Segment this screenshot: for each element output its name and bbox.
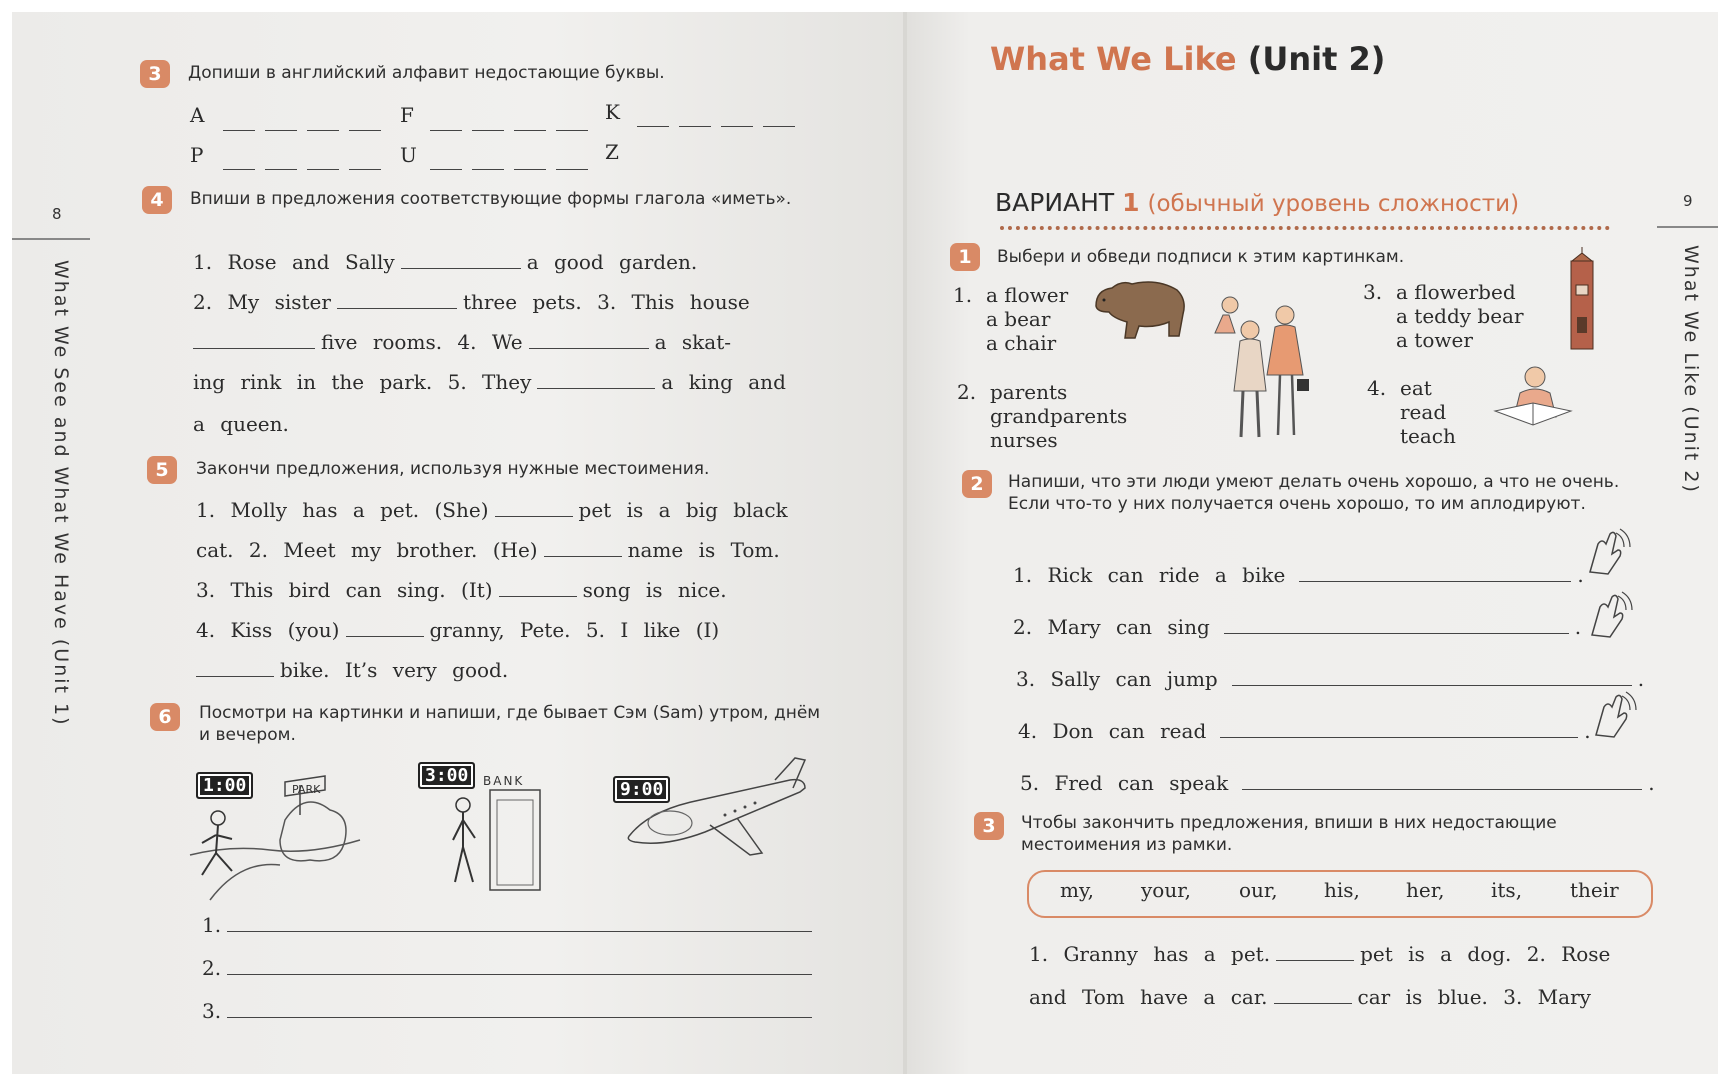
alphabet-blanks[interactable] [425, 116, 593, 135]
alphabet-letter: Z [605, 140, 619, 164]
sentence-line: a queen. [193, 412, 289, 436]
option-label[interactable]: a flowerbed [1396, 280, 1516, 304]
alphabet-blanks[interactable] [218, 155, 386, 174]
alphabet-blanks[interactable] [425, 155, 593, 174]
exercise-3-instruction: Допиши в английский алфавит недостающие буквы. [188, 63, 665, 83]
answer-blank[interactable] [1220, 736, 1578, 738]
sentence-line: 1. Rose and Sally a good garden. [193, 250, 698, 274]
alphabet-letter: U [400, 143, 417, 167]
answer-line[interactable]: 3. [202, 999, 818, 1023]
ability-line: 4. Don can read . [1018, 719, 1591, 743]
exercise-badge-3b: 3 [974, 812, 1004, 840]
pronoun-word: my, [1060, 878, 1094, 902]
alphabet-letter: F [400, 103, 414, 127]
ability-line: 1. Rick can ride a bike . [1013, 563, 1584, 587]
variant-heading: ВАРИАНТ 1 (обычный уровень сложности) [995, 188, 1520, 217]
sentence-line: five rooms. 4. We a skat- [193, 330, 731, 354]
answer-blank[interactable] [401, 267, 521, 269]
sentence-line: cat. 2. Meet my brother. (He) name is Tom. [196, 538, 780, 562]
reading-boy-picture [1490, 363, 1580, 433]
option-number: 3. [1363, 280, 1383, 304]
side-title-right: What We Like (Unit 2) [1680, 245, 1702, 494]
sentence-line: 1. Granny has a pet. pet is a dog. 2. Rose [1029, 942, 1611, 966]
clapping-hands-icon [1586, 690, 1636, 740]
picture-bank [435, 765, 555, 900]
clock-display: 9:00 [613, 776, 670, 803]
sentence-line: 4. Kiss (you) granny, Pete. 5. I like (I) [196, 618, 720, 642]
bear-picture [1088, 278, 1188, 342]
answer-blank[interactable] [1274, 1002, 1352, 1004]
pronoun-word: their [1570, 878, 1619, 902]
option-label[interactable]: a teddy bear [1396, 304, 1524, 328]
answer-blank[interactable] [346, 635, 424, 637]
option-label[interactable]: nurses [990, 428, 1058, 452]
option-number: 2. [957, 380, 977, 404]
clock-display: 3:00 [418, 762, 475, 789]
sentence-line: bike. It’s very good. [196, 658, 508, 682]
answer-blank[interactable] [1299, 580, 1571, 582]
option-number: 1. [953, 283, 973, 307]
book-spine [903, 12, 907, 1074]
option-label[interactable]: grandparents [990, 404, 1128, 428]
answer-blank[interactable] [1242, 788, 1642, 790]
answer-blank[interactable] [1276, 959, 1354, 961]
sentence-line: and Tom have a car. car is blue. 3. Mary [1029, 985, 1591, 1009]
alphabet-letter: A [190, 103, 205, 127]
exercise-badge-3: 3 [140, 60, 170, 88]
sign-text: BANK [483, 774, 525, 788]
tower-picture [1562, 247, 1602, 352]
clock-display: 1:00 [196, 772, 253, 799]
exercise-1-instruction: Выбери и обведи подписи к этим картинкам. [997, 247, 1405, 267]
answer-blank[interactable] [193, 347, 315, 349]
alphabet-blanks[interactable] [218, 116, 386, 135]
alphabet-letter: K [605, 100, 620, 124]
sign-text: PARK [292, 783, 321, 796]
page-rule-right [1657, 226, 1718, 228]
page-number-left: 8 [52, 205, 62, 223]
answer-line[interactable]: 2. [202, 956, 818, 980]
option-label[interactable]: a tower [1396, 328, 1473, 352]
exercise-6-instruction: Посмотри на картинки и напиши, где бывает Сэм (Sam) утром, днём и вечером. [199, 703, 821, 745]
pronoun-word: your, [1141, 878, 1191, 902]
unit-title: What We Like (Unit 2) [990, 40, 1386, 78]
option-label[interactable]: eat [1400, 376, 1432, 400]
clapping-hands-icon [1582, 590, 1632, 640]
exercise-badge-1: 1 [950, 243, 980, 271]
ability-line: 5. Fred can speak . [1020, 771, 1655, 795]
option-label[interactable]: read [1400, 400, 1447, 424]
answer-blank[interactable] [495, 515, 573, 517]
picture-park [190, 760, 360, 900]
ability-line: 3. Sally can jump . [1016, 667, 1645, 691]
picture-airplane [620, 755, 820, 865]
option-label[interactable]: parents [990, 380, 1068, 404]
dotted-divider [1000, 226, 1610, 230]
pronoun-word: its, [1491, 878, 1523, 902]
exercise-2-instruction: Напиши, что эти люди умеют делать очень хорошо, а что не очень. Если что-то у них получается очень хорошо, то им аплодируют. [1008, 472, 1620, 514]
option-label[interactable]: a flower [986, 283, 1069, 307]
exercise-4-instruction: Впиши в предложения соответствующие формы глагола «иметь». [190, 189, 792, 209]
exercise-3b-instruction: Чтобы закончить предложения, впиши в них недостающие местоимения из рамки. [1021, 813, 1557, 855]
page-rule-left [12, 238, 90, 240]
answer-blank[interactable] [227, 930, 812, 932]
sentence-line: ing rink in the park. 5. They a king and [193, 370, 786, 394]
clapping-hands-icon [1580, 527, 1630, 577]
alphabet-letter: P [190, 143, 204, 167]
answer-blank[interactable] [537, 387, 655, 389]
family-picture [1205, 295, 1315, 443]
side-title-left: What We See and What We Have (Unit 1) [50, 260, 72, 727]
sentence-line: 2. My sister three pets. 3. This house [193, 290, 750, 314]
answer-blank[interactable] [227, 1016, 812, 1018]
alphabet-blanks[interactable] [632, 112, 800, 131]
answer-blank[interactable] [544, 555, 622, 557]
exercise-badge-5: 5 [147, 456, 177, 484]
exercise-5-instruction: Закончи предложения, используя нужные местоимения. [196, 459, 710, 479]
ability-line: 2. Mary can sing . [1013, 615, 1582, 639]
answer-line[interactable]: 1. [202, 913, 818, 937]
exercise-badge-4: 4 [142, 186, 172, 214]
answer-blank[interactable] [227, 973, 812, 975]
exercise-badge-6: 6 [150, 703, 180, 731]
sentence-line: 3. This bird can sing. (It) song is nice. [196, 578, 727, 602]
sentence-line: 1. Molly has a pet. (She) pet is a big black [196, 498, 788, 522]
exercise-badge-2: 2 [962, 470, 992, 498]
answer-blank[interactable] [337, 307, 457, 309]
option-label[interactable]: a bear [986, 307, 1051, 331]
option-number: 4. [1367, 376, 1387, 400]
option-label[interactable]: teach [1400, 424, 1456, 448]
pronoun-word: his, [1324, 878, 1360, 902]
answer-blank[interactable] [499, 595, 577, 597]
answer-blank[interactable] [1232, 684, 1632, 686]
pronoun-word: our, [1239, 878, 1278, 902]
answer-blank[interactable] [196, 675, 274, 677]
page-number-right: 9 [1683, 192, 1693, 210]
pronoun-word: her, [1406, 878, 1445, 902]
option-label[interactable]: a chair [986, 331, 1057, 355]
answer-blank[interactable] [529, 347, 649, 349]
answer-blank[interactable] [1224, 632, 1569, 634]
